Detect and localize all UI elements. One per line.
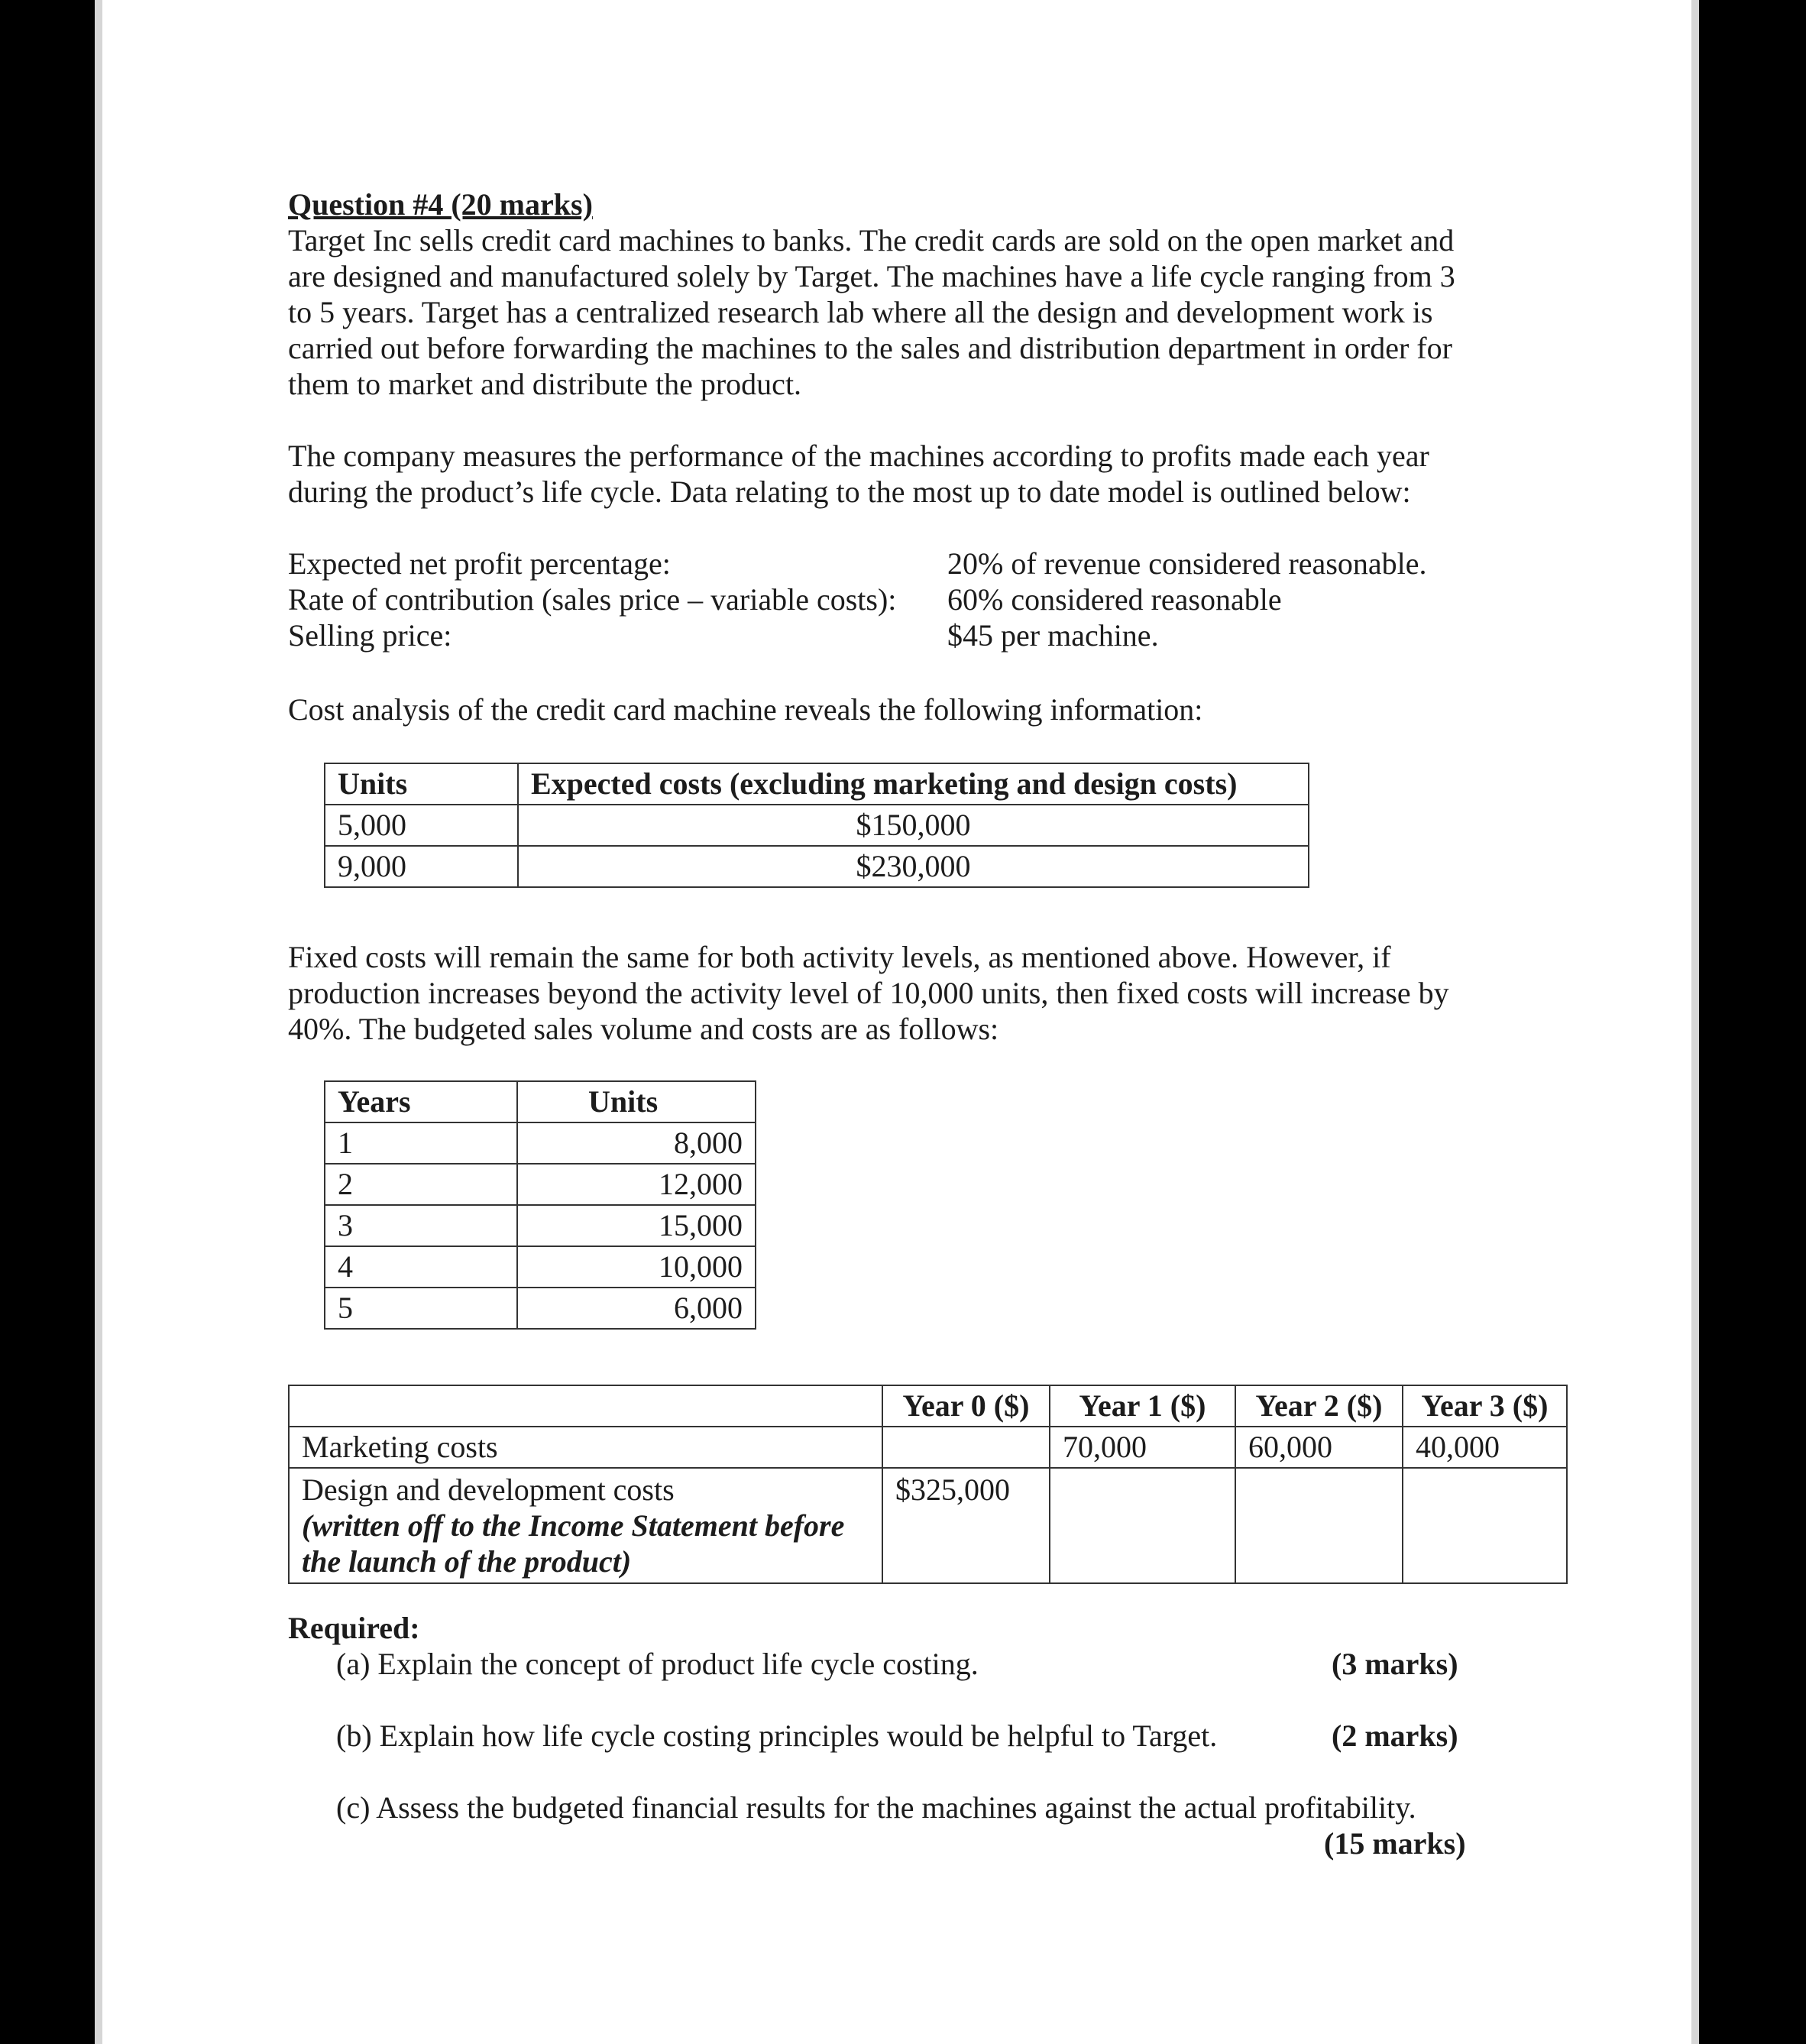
- units-cell: 10,000: [517, 1246, 756, 1288]
- performance-line: during the product’s life cycle. Data relating to the most up to date model is outlined below:: [288, 475, 1411, 509]
- year-cell: 2: [325, 1164, 517, 1205]
- design-year0-cell: $325,000: [882, 1468, 1050, 1583]
- metric-value: 20% of revenue considered reasonable.: [947, 546, 1427, 581]
- intro-line: them to market and distribute the product.: [288, 367, 802, 401]
- year-cell: 4: [325, 1246, 517, 1288]
- page-right-edge: [1691, 0, 1699, 2044]
- intro-line: Target Inc sells credit card machines to banks. The credit cards are sold on the open market and: [288, 223, 1455, 258]
- cost-header-expected: Expected costs (excluding marketing and design costs): [518, 763, 1309, 805]
- budget-header-year0: Year 0 ($): [882, 1385, 1050, 1427]
- required-title: Required:: [288, 1611, 420, 1645]
- cost-analysis-intro: Cost analysis of the credit card machine reveals the following information:: [288, 692, 1203, 727]
- marketing-year2-cell: 60,000: [1235, 1427, 1403, 1468]
- table-row: [325, 1164, 756, 1205]
- marketing-year3-cell: 40,000: [1403, 1427, 1567, 1468]
- table-row: [325, 1122, 756, 1164]
- cost-amount-cell: $230,000: [518, 846, 1309, 887]
- page-left-edge: [95, 0, 102, 2044]
- table-row: [289, 1385, 1567, 1427]
- design-costs-cell: [289, 1468, 882, 1583]
- intro-line: carried out before forwarding the machines to the sales and distribution department in order for: [288, 331, 1452, 365]
- budget-header-year3: Year 3 ($): [1403, 1385, 1567, 1427]
- table-row: [325, 805, 1309, 846]
- table-row: [325, 1288, 756, 1329]
- units-header-years: Years: [325, 1081, 517, 1122]
- marketing-costs-label: Marketing costs: [289, 1427, 882, 1468]
- units-table: [324, 1080, 756, 1330]
- budget-header-blank: [289, 1385, 882, 1427]
- cost-amount-cell: $150,000: [518, 805, 1309, 846]
- table-row: [325, 1246, 756, 1288]
- metric-label: Expected net profit percentage:: [288, 546, 671, 581]
- budget-header-year2: Year 2 ($): [1235, 1385, 1403, 1427]
- units-cell: 12,000: [517, 1164, 756, 1205]
- units-cell: 8,000: [517, 1122, 756, 1164]
- table-row: [325, 1205, 756, 1246]
- table-row: [325, 846, 1309, 887]
- table-row: [289, 1468, 1567, 1583]
- fixed-costs-line: 40%. The budgeted sales volume and costs are as follows:: [288, 1012, 999, 1046]
- metric-value: 60% considered reasonable: [947, 582, 1282, 617]
- required-item-c-marks: (15 marks): [1324, 1826, 1466, 1861]
- design-costs-label: Design and development costs: [302, 1472, 675, 1507]
- required-item-c: (c) Assess the budgeted financial results for the machines against the actual profitability.: [336, 1790, 1416, 1825]
- marketing-year1-cell: 70,000: [1050, 1427, 1235, 1468]
- intro-line: are designed and manufactured solely by Target. The machines have a life cycle ranging from 3: [288, 259, 1455, 293]
- required-item-a-marks: (3 marks): [1332, 1647, 1458, 1681]
- fixed-costs-line: Fixed costs will remain the same for both activity levels, as mentioned above. However, if: [288, 940, 1391, 974]
- intro-line: to 5 years. Target has a centralized research lab where all the design and development work is: [288, 295, 1433, 329]
- marketing-year0-cell: [882, 1427, 1050, 1468]
- required-item-a: (a) Explain the concept of product life cycle costing.: [336, 1647, 979, 1681]
- units-cell: 15,000: [517, 1205, 756, 1246]
- cost-units-cell: 9,000: [325, 846, 518, 887]
- cost-table: [324, 763, 1309, 888]
- budget-table: [288, 1385, 1568, 1584]
- units-cell: 6,000: [517, 1288, 756, 1329]
- question-title: Question #4 (20 marks): [288, 187, 593, 222]
- metric-label: Rate of contribution (sales price – variable costs):: [288, 582, 897, 617]
- year-cell: 1: [325, 1122, 517, 1164]
- table-row: [289, 1427, 1567, 1468]
- cost-header-units: Units: [325, 763, 518, 805]
- required-item-b-marks: (2 marks): [1332, 1718, 1458, 1753]
- fixed-costs-line: production increases beyond the activity level of 10,000 units, then fixed costs will increase by: [288, 976, 1449, 1010]
- metric-value: $45 per machine.: [947, 618, 1159, 653]
- year-cell: 5: [325, 1288, 517, 1329]
- design-year3-cell: [1403, 1468, 1567, 1583]
- required-item-b: (b) Explain how life cycle costing principles would be helpful to Target.: [336, 1718, 1218, 1753]
- design-year2-cell: [1235, 1468, 1403, 1583]
- units-header-units: Units: [517, 1081, 756, 1122]
- year-cell: 3: [325, 1205, 517, 1246]
- budget-header-year1: Year 1 ($): [1050, 1385, 1235, 1427]
- table-row: [325, 1081, 756, 1122]
- metric-label: Selling price:: [288, 618, 452, 653]
- design-costs-note: (written off to the Income Statement before: [302, 1508, 845, 1543]
- table-row: [325, 763, 1309, 805]
- performance-line: The company measures the performance of the machines according to profits made each year: [288, 439, 1429, 473]
- cost-units-cell: 5,000: [325, 805, 518, 846]
- design-costs-note: the launch of the product): [302, 1544, 632, 1579]
- design-year1-cell: [1050, 1468, 1235, 1583]
